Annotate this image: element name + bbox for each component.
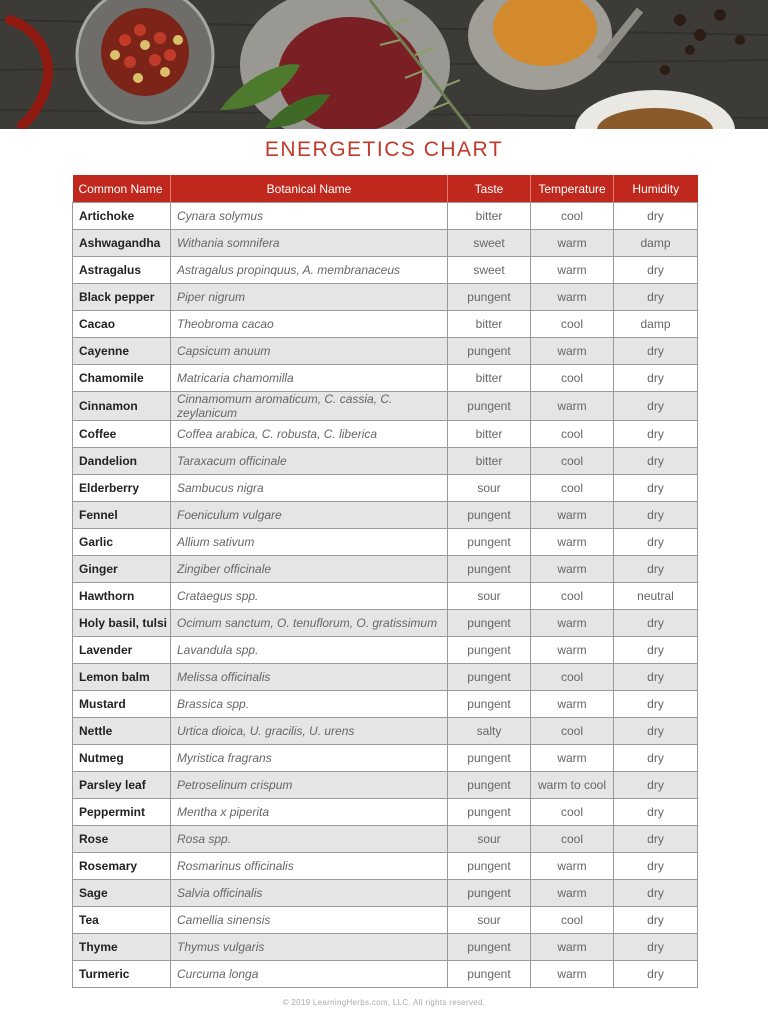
cell-temperature: cool <box>531 718 614 745</box>
cell-common-name: Elderberry <box>73 475 171 502</box>
cell-taste: pungent <box>448 853 531 880</box>
table-row <box>73 961 698 988</box>
cell-taste: sweet <box>448 257 531 284</box>
cell-common-name: Nettle <box>73 718 171 745</box>
cell-taste: bitter <box>448 421 531 448</box>
table-row <box>73 826 698 853</box>
cell-temperature: warm <box>531 961 614 988</box>
header-taste: Taste <box>448 175 531 203</box>
table-header-row <box>73 175 698 203</box>
cell-taste: bitter <box>448 448 531 475</box>
cell-temperature: cool <box>531 907 614 934</box>
cell-common-name: Peppermint <box>73 799 171 826</box>
table-row <box>73 907 698 934</box>
cell-humidity: dry <box>614 475 698 502</box>
table-row <box>73 718 698 745</box>
cell-taste: pungent <box>448 284 531 311</box>
table-row <box>73 556 698 583</box>
cell-humidity: dry <box>614 448 698 475</box>
cell-humidity: dry <box>614 961 698 988</box>
table-row <box>73 230 698 257</box>
cell-common-name: Mustard <box>73 691 171 718</box>
cell-taste: sour <box>448 475 531 502</box>
cell-common-name: Cinnamon <box>73 392 171 421</box>
cell-temperature: warm <box>531 880 614 907</box>
cell-temperature: cool <box>531 475 614 502</box>
cell-common-name: Coffee <box>73 421 171 448</box>
cell-taste: pungent <box>448 338 531 365</box>
cell-common-name: Rosemary <box>73 853 171 880</box>
cell-botanical-name: Petroselinum crispum <box>171 772 448 799</box>
table-row <box>73 502 698 529</box>
cell-taste: pungent <box>448 961 531 988</box>
spices-header-image <box>0 0 768 129</box>
cell-humidity: dry <box>614 284 698 311</box>
cell-humidity: dry <box>614 203 698 230</box>
table-row <box>73 284 698 311</box>
cell-humidity: dry <box>614 907 698 934</box>
cell-humidity: dry <box>614 853 698 880</box>
cell-taste: pungent <box>448 529 531 556</box>
cell-temperature: cool <box>531 799 614 826</box>
cell-temperature: warm <box>531 257 614 284</box>
cell-temperature: warm <box>531 853 614 880</box>
cell-botanical-name: Camellia sinensis <box>171 907 448 934</box>
cell-common-name: Fennel <box>73 502 171 529</box>
cell-botanical-name: Coffea arabica, C. robusta, C. liberica <box>171 421 448 448</box>
table-row <box>73 853 698 880</box>
cell-botanical-name: Sambucus nigra <box>171 475 448 502</box>
cell-common-name: Cacao <box>73 311 171 338</box>
cell-humidity: dry <box>614 529 698 556</box>
cell-humidity: dry <box>614 664 698 691</box>
cell-botanical-name: Matricaria chamomilla <box>171 365 448 392</box>
cell-temperature: warm <box>531 392 614 421</box>
cell-taste: pungent <box>448 745 531 772</box>
table-row <box>73 392 698 421</box>
cell-common-name: Astragalus <box>73 257 171 284</box>
cell-common-name: Ashwagandha <box>73 230 171 257</box>
cell-temperature: warm <box>531 556 614 583</box>
cell-humidity: dry <box>614 745 698 772</box>
chart-title: ENERGETICS CHART <box>264 138 504 161</box>
table-row <box>73 637 698 664</box>
cell-common-name: Turmeric <box>73 961 171 988</box>
cell-humidity: dry <box>614 502 698 529</box>
cell-botanical-name: Taraxacum officinale <box>171 448 448 475</box>
cell-common-name: Parsley leaf <box>73 772 171 799</box>
cell-temperature: warm <box>531 338 614 365</box>
cell-botanical-name: Astragalus propinquus, A. membranaceus <box>171 257 448 284</box>
table-row <box>73 799 698 826</box>
cell-taste: sour <box>448 826 531 853</box>
cell-temperature: warm <box>531 284 614 311</box>
cell-humidity: dry <box>614 421 698 448</box>
cell-common-name: Hawthorn <box>73 583 171 610</box>
cell-humidity: dry <box>614 392 698 421</box>
cell-humidity: damp <box>614 230 698 257</box>
cell-taste: pungent <box>448 664 531 691</box>
cell-taste: bitter <box>448 311 531 338</box>
cell-humidity: neutral <box>614 583 698 610</box>
cell-botanical-name: Theobroma cacao <box>171 311 448 338</box>
table-body <box>73 203 698 988</box>
cell-humidity: dry <box>614 338 698 365</box>
table-row <box>73 610 698 637</box>
cell-common-name: Cayenne <box>73 338 171 365</box>
cell-temperature: cool <box>531 583 614 610</box>
cell-humidity: dry <box>614 880 698 907</box>
cell-temperature: warm <box>531 745 614 772</box>
cell-humidity: dry <box>614 257 698 284</box>
cell-common-name: Sage <box>73 880 171 907</box>
cell-botanical-name: Foeniculum vulgare <box>171 502 448 529</box>
cell-taste: pungent <box>448 799 531 826</box>
table-row <box>73 934 698 961</box>
cell-humidity: dry <box>614 934 698 961</box>
cell-temperature: warm <box>531 502 614 529</box>
table-row <box>73 691 698 718</box>
cell-temperature: warm <box>531 230 614 257</box>
cell-temperature: cool <box>531 448 614 475</box>
cell-taste: pungent <box>448 502 531 529</box>
table-row <box>73 745 698 772</box>
cell-temperature: cool <box>531 203 614 230</box>
table-row <box>73 772 698 799</box>
cell-botanical-name: Ocimum sanctum, O. tenuflorum, O. gratissimum <box>171 610 448 637</box>
cell-botanical-name: Mentha x piperita <box>171 799 448 826</box>
cell-botanical-name: Allium sativum <box>171 529 448 556</box>
cell-humidity: dry <box>614 365 698 392</box>
cell-temperature: cool <box>531 826 614 853</box>
header-botanical-name: Botanical Name <box>171 175 448 203</box>
cell-humidity: dry <box>614 799 698 826</box>
cell-taste: sour <box>448 907 531 934</box>
cell-common-name: Artichoke <box>73 203 171 230</box>
header-common-name: Common Name <box>73 175 171 203</box>
cell-taste: pungent <box>448 691 531 718</box>
cell-botanical-name: Salvia officinalis <box>171 880 448 907</box>
cell-botanical-name: Brassica spp. <box>171 691 448 718</box>
cell-taste: sour <box>448 583 531 610</box>
table-row <box>73 529 698 556</box>
table-row <box>73 475 698 502</box>
cell-humidity: dry <box>614 772 698 799</box>
cell-taste: pungent <box>448 934 531 961</box>
cell-botanical-name: Rosa spp. <box>171 826 448 853</box>
cell-botanical-name: Piper nigrum <box>171 284 448 311</box>
cell-temperature: warm <box>531 934 614 961</box>
table-row <box>73 880 698 907</box>
cell-humidity: dry <box>614 556 698 583</box>
cell-botanical-name: Capsicum anuum <box>171 338 448 365</box>
cell-common-name: Tea <box>73 907 171 934</box>
header-temperature: Temperature <box>531 175 614 203</box>
cell-common-name: Lavender <box>73 637 171 664</box>
copyright-footer: © 2019 LearningHerbs.com, LLC. All rights reserved. <box>282 998 486 1007</box>
cell-temperature: cool <box>531 664 614 691</box>
cell-botanical-name: Curcuma longa <box>171 961 448 988</box>
cell-common-name: Ginger <box>73 556 171 583</box>
energetics-table <box>72 175 698 988</box>
cell-botanical-name: Urtica dioica, U. gracilis, U. urens <box>171 718 448 745</box>
table-row <box>73 257 698 284</box>
cell-temperature: cool <box>531 311 614 338</box>
cell-botanical-name: Zingiber officinale <box>171 556 448 583</box>
cell-common-name: Chamomile <box>73 365 171 392</box>
table-row <box>73 448 698 475</box>
cell-temperature: warm <box>531 637 614 664</box>
cell-taste: pungent <box>448 772 531 799</box>
cell-botanical-name: Myristica fragrans <box>171 745 448 772</box>
cell-common-name: Rose <box>73 826 171 853</box>
cell-botanical-name: Lavandula spp. <box>171 637 448 664</box>
cell-humidity: dry <box>614 826 698 853</box>
cell-taste: bitter <box>448 365 531 392</box>
cell-humidity: dry <box>614 691 698 718</box>
cell-temperature: warm <box>531 691 614 718</box>
table-row <box>73 583 698 610</box>
cell-temperature: cool <box>531 421 614 448</box>
cell-humidity: dry <box>614 610 698 637</box>
cell-humidity: dry <box>614 637 698 664</box>
cell-taste: pungent <box>448 637 531 664</box>
cell-common-name: Thyme <box>73 934 171 961</box>
table-row <box>73 365 698 392</box>
cell-temperature: warm to cool <box>531 772 614 799</box>
cell-common-name: Black pepper <box>73 284 171 311</box>
table-row <box>73 203 698 230</box>
cell-taste: sweet <box>448 230 531 257</box>
cell-common-name: Dandelion <box>73 448 171 475</box>
cell-taste: pungent <box>448 610 531 637</box>
cell-botanical-name: Rosmarinus officinalis <box>171 853 448 880</box>
cell-taste: pungent <box>448 556 531 583</box>
table-row <box>73 338 698 365</box>
cell-humidity: damp <box>614 311 698 338</box>
cell-taste: bitter <box>448 203 531 230</box>
header-humidity: Humidity <box>614 175 698 203</box>
cell-temperature: warm <box>531 529 614 556</box>
cell-common-name: Lemon balm <box>73 664 171 691</box>
cell-temperature: warm <box>531 610 614 637</box>
table-row <box>73 421 698 448</box>
cell-botanical-name: Crataegus spp. <box>171 583 448 610</box>
cell-botanical-name: Withania somnifera <box>171 230 448 257</box>
cell-botanical-name: Thymus vulgaris <box>171 934 448 961</box>
cell-botanical-name: Melissa officinalis <box>171 664 448 691</box>
table-row <box>73 664 698 691</box>
cell-humidity: dry <box>614 718 698 745</box>
cell-botanical-name: Cinnamomum aromaticum, C. cassia, C. zeylanicum <box>171 392 448 421</box>
cell-common-name: Nutmeg <box>73 745 171 772</box>
cell-taste: pungent <box>448 880 531 907</box>
cell-temperature: cool <box>531 365 614 392</box>
cell-taste: salty <box>448 718 531 745</box>
cell-taste: pungent <box>448 392 531 421</box>
table-row <box>73 311 698 338</box>
cell-common-name: Garlic <box>73 529 171 556</box>
cell-botanical-name: Cynara solymus <box>171 203 448 230</box>
cell-common-name: Holy basil, tulsi <box>73 610 171 637</box>
